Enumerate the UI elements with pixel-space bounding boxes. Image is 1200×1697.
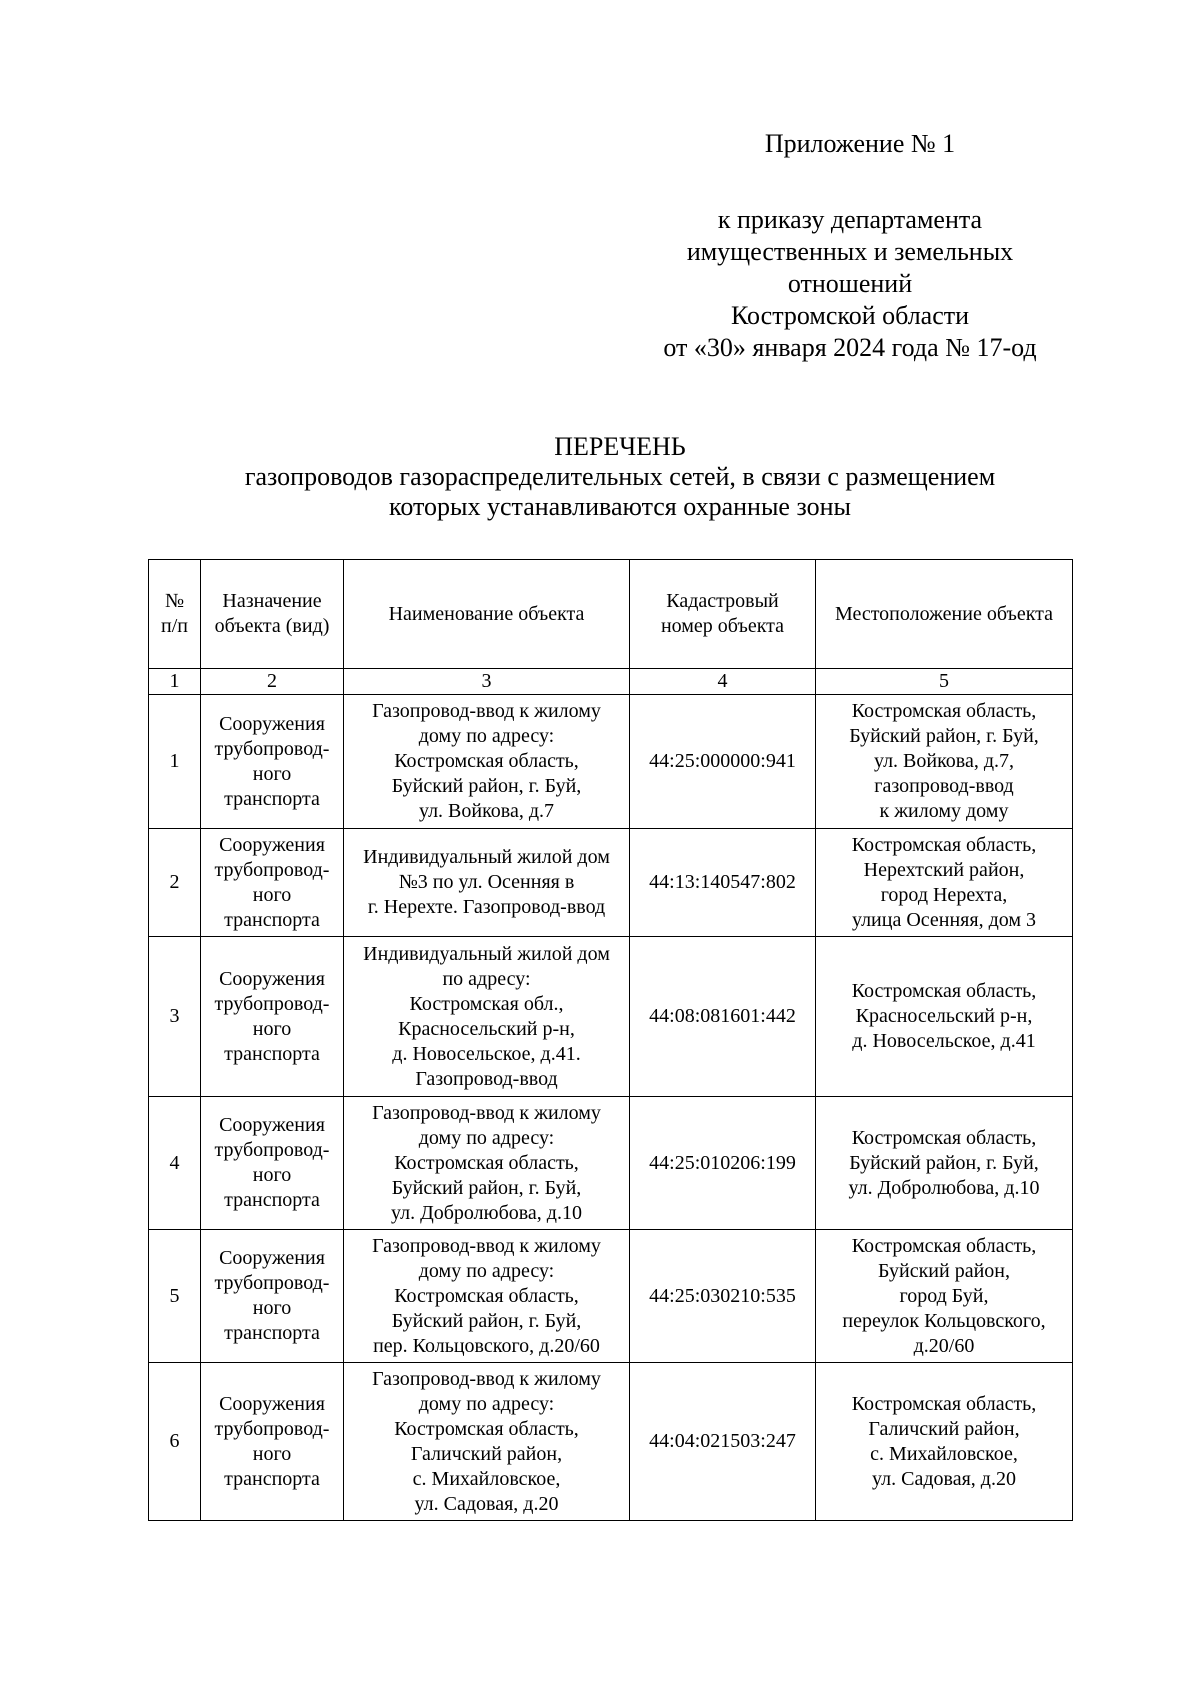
cell-location-line: Красносельский р-н, [855, 1005, 1033, 1027]
cell-purpose [201, 829, 344, 937]
cell-name-line: дому по адресу: [418, 1126, 555, 1149]
cell-name [344, 829, 630, 937]
header-purpose: Назначение объекта (вид) [201, 560, 344, 669]
cell-purpose-line: трубопровод- [214, 1139, 330, 1161]
cell-location-line: ул. Добролюбова, д.10 [848, 1176, 1040, 1199]
cell-purpose-line: транспорта [224, 908, 320, 931]
cell-name-line: дому по адресу: [418, 1259, 555, 1282]
cell-num: 1 [149, 695, 201, 829]
cell-purpose-line: транспорта [224, 787, 320, 810]
cell-purpose-line: Сооружения [219, 1114, 325, 1136]
cell-location-line: с. Михайловское, [870, 1442, 1018, 1465]
table-row [149, 1363, 1073, 1521]
document-title: ПЕРЕЧЕНЬ [554, 432, 686, 461]
cell-name-line: г. Нерехте. Газопровод-ввод [367, 896, 606, 918]
cell-name-line: Костромская область, [394, 1417, 579, 1440]
column-number: 5 [816, 669, 1073, 695]
cell-location-line: улица Осенняя, дом 3 [851, 908, 1037, 931]
cell-purpose-line: Сооружения [219, 712, 325, 735]
cell-location-line: Буйский район, [878, 1259, 1010, 1282]
cell-purpose-line: Сооружения [219, 967, 325, 990]
order-line: отношений [787, 269, 913, 298]
cell-name-line: №3 по ул. Осенняя в [398, 871, 575, 893]
cell-name-line: Костромская область, [394, 1151, 579, 1174]
header-name: Наименование объекта [344, 560, 630, 669]
cell-location-line: д.20/60 [913, 1334, 975, 1357]
gas-pipeline-table [148, 559, 1073, 1521]
cell-location-line: к жилому дому [879, 800, 1009, 822]
column-number: 4 [630, 669, 816, 695]
cell-name [344, 1363, 630, 1521]
cell-purpose-line: Сооружения [219, 833, 325, 856]
header-cadastral: Кадастровый номер объекта [630, 560, 816, 669]
cell-location-line: Нерехтский район, [863, 858, 1025, 881]
cell-location-line: газопровод-ввод [874, 775, 1014, 797]
cell-name-line: Индивидуальный жилой дом [363, 846, 610, 868]
cell-purpose-line: транспорта [224, 1322, 320, 1344]
cell-purpose-line: транспорта [224, 1467, 320, 1490]
cell-num: 4 [149, 1097, 201, 1230]
cell-name [344, 937, 630, 1097]
header-location: Местоположение объекта [816, 560, 1073, 669]
cell-name-line: Костромская область, [394, 750, 579, 772]
cell-purpose [201, 1230, 344, 1363]
cell-name-line: Газопровод-ввод к жилому [372, 1367, 601, 1390]
cell-location [816, 1230, 1073, 1363]
cell-purpose-line: ного [252, 1442, 292, 1465]
cell-name-line: Буйский район, г. Буй, [391, 775, 582, 797]
cell-location-line: Костромская область, [851, 1126, 1037, 1149]
cell-location-line: Костромская область, [851, 1392, 1037, 1415]
cell-cadastral: 44:08:081601:442 [630, 937, 816, 1097]
cell-location [816, 937, 1073, 1097]
cell-location-line: Буйский район, г. Буй, [849, 1151, 1039, 1174]
cell-location [816, 1363, 1073, 1521]
order-line: от «30» января 2024 года № 17-од [663, 333, 1037, 362]
order-line: Костромской области [730, 301, 970, 330]
cell-name-line: Буйский район, г. Буй, [391, 1176, 582, 1199]
cell-name-line: ул. Добролюбова, д.10 [391, 1201, 582, 1224]
cell-location-line: ул. Садовая, д.20 [872, 1467, 1016, 1490]
cell-purpose [201, 1363, 344, 1521]
cell-location-line: ул. Войкова, д.7, [873, 750, 1015, 772]
cell-cadastral: 44:25:010206:199 [630, 1097, 816, 1230]
cell-location-line: переулок Кольцовского, [842, 1309, 1046, 1332]
cell-location-line: город Буй, [899, 1284, 989, 1307]
cell-cadastral: 44:04:021503:247 [630, 1363, 816, 1521]
cell-purpose-line: трубопровод- [214, 1417, 330, 1440]
cell-name [344, 695, 630, 829]
cell-location [816, 1097, 1073, 1230]
cell-location-line: Костромская область, [851, 1234, 1037, 1257]
cell-name-line: Газопровод-ввод [415, 1067, 558, 1090]
cell-name-line: ул. Садовая, д.20 [414, 1492, 559, 1515]
table-header-row [149, 560, 1073, 669]
cell-purpose-line: ного [252, 1297, 292, 1319]
cell-purpose [201, 695, 344, 829]
cell-name-line: Галичский район, [410, 1442, 563, 1465]
order-line: имущественных и земельных [686, 237, 1014, 266]
cell-purpose-line: транспорта [224, 1042, 320, 1065]
cell-purpose-line: ного [252, 1164, 292, 1186]
cell-cadastral: 44:25:030210:535 [630, 1230, 816, 1363]
cell-name-line: Газопровод-ввод к жилому [372, 700, 601, 722]
cell-name-line: с. Михайловское, [412, 1467, 561, 1490]
appendix-title: Приложение № 1 [764, 129, 956, 158]
cell-purpose-line: трубопровод- [214, 737, 330, 760]
cell-name-line: ул. Войкова, д.7 [418, 800, 555, 822]
table-row [149, 829, 1073, 937]
header-num: № п/п [149, 560, 201, 669]
cell-purpose-line: ного [252, 762, 292, 785]
cell-purpose-line: трубопровод- [214, 1272, 330, 1294]
cell-name [344, 1230, 630, 1363]
cell-name-line: Красносельский р-н, [398, 1017, 575, 1040]
column-number: 2 [201, 669, 344, 695]
cell-location-line: Галичский район, [868, 1417, 1020, 1440]
cell-name-line: Костромская обл., [409, 992, 564, 1015]
cell-purpose-line: Сооружения [219, 1247, 325, 1269]
cell-name-line: по адресу: [442, 967, 531, 990]
cell-location [816, 829, 1073, 937]
cell-name-line: д. Новосельское, д.41. [392, 1042, 581, 1065]
cell-name-line: Костромская область, [394, 1284, 579, 1307]
cell-num: 6 [149, 1363, 201, 1521]
cell-purpose-line: ного [252, 1017, 292, 1040]
cell-location [816, 695, 1073, 829]
cell-location-line: Буйский район, г. Буй, [849, 725, 1039, 747]
cell-purpose-line: трубопровод- [214, 992, 330, 1015]
cell-name-line: пер. Кольцовского, д.20/60 [373, 1334, 600, 1357]
column-number: 1 [149, 669, 201, 695]
column-number: 3 [344, 669, 630, 695]
cell-name-line: Газопровод-ввод к жилому [372, 1101, 601, 1124]
cell-name-line: дому по адресу: [418, 725, 555, 747]
cell-purpose-line: Сооружения [219, 1392, 325, 1415]
cell-name-line: Газопровод-ввод к жилому [372, 1234, 601, 1257]
column-number-row [149, 669, 1073, 695]
cell-cadastral: 44:25:000000:941 [630, 695, 816, 829]
cell-purpose-line: трубопровод- [214, 858, 330, 881]
cell-purpose-line: ного [252, 883, 292, 906]
cell-name-line: дому по адресу: [418, 1392, 555, 1415]
cell-purpose [201, 937, 344, 1097]
cell-num: 3 [149, 937, 201, 1097]
cell-purpose-line: транспорта [224, 1189, 320, 1211]
cell-purpose [201, 1097, 344, 1230]
cell-num: 2 [149, 829, 201, 937]
cell-name-line: Буйский район, г. Буй, [391, 1309, 582, 1332]
document-subtitle: газопроводов газораспределительных сетей, в связи с размещением [244, 462, 996, 491]
order-line: к приказу департамента [717, 205, 983, 234]
cell-num: 5 [149, 1230, 201, 1363]
cell-cadastral: 44:13:140547:802 [630, 829, 816, 937]
table-row [149, 695, 1073, 829]
cell-location-line: Костромская область, [851, 700, 1037, 722]
cell-name-line: Индивидуальный жилой дом [363, 942, 610, 965]
order-reference [620, 204, 1080, 364]
cell-location-line: Костромская область, [851, 833, 1037, 856]
cell-location-line: город Нерехта, [880, 883, 1008, 906]
table-body [149, 695, 1073, 1521]
table-row [149, 1097, 1073, 1230]
table-row [149, 937, 1073, 1097]
table-row [149, 1230, 1073, 1363]
cell-name [344, 1097, 630, 1230]
document-subtitle: которых устанавливаются охранные зоны [389, 492, 851, 521]
cell-location-line: д. Новосельское, д.41 [852, 1030, 1036, 1052]
cell-location-line: Костромская область, [851, 980, 1037, 1002]
